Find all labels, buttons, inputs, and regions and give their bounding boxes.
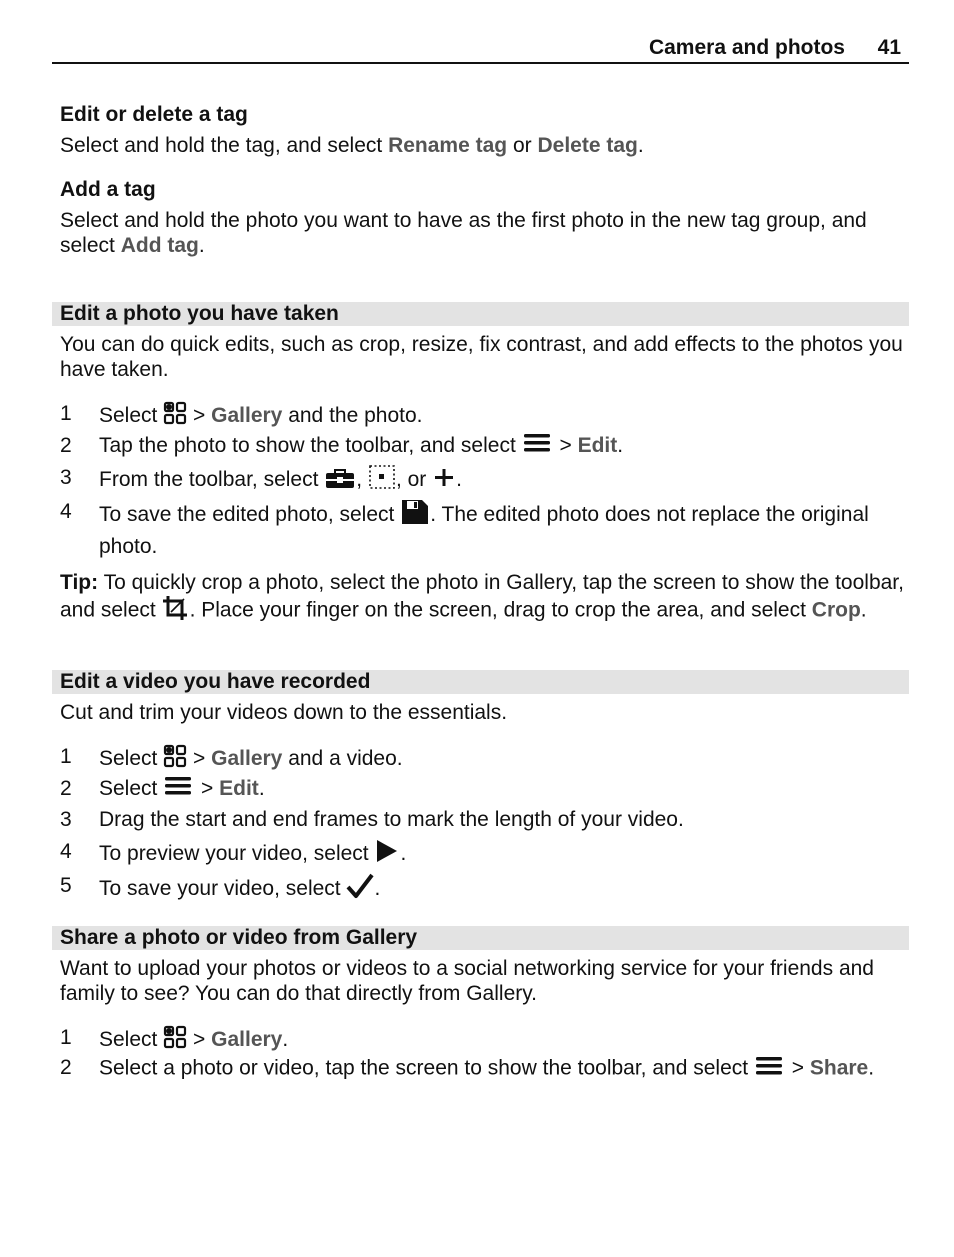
apps-grid-icon (163, 743, 187, 776)
heading-add-tag: Add a tag (60, 178, 156, 201)
paragraph-add-tag: Select and hold the photo you want to have as the first photo in the new tag group, and select Add tag. (60, 209, 867, 257)
save-icon (400, 498, 430, 533)
page-header (52, 34, 909, 64)
intro-share: Want to upload your photos or videos to a social networking service for your friends and family to see? You can do that directly from Gallery. (60, 957, 874, 1005)
paragraph-edit-delete-tag: Select and hold the tag, and select Rename tag or Delete tag. (60, 134, 644, 157)
crop-label: Crop (811, 598, 861, 622)
intro-edit-photo: You can do quick edits, such as crop, resize, fix contrast, and add effects to the photos you have taken. (60, 333, 903, 381)
add-tag-label: Add tag (120, 234, 199, 257)
delete-tag-label: Delete tag (537, 134, 638, 157)
edit-label: Edit (219, 777, 259, 801)
header-title: Camera and photos (648, 36, 845, 59)
toolbox-icon (324, 464, 356, 497)
apps-grid-icon (163, 1024, 187, 1057)
apps-grid-icon (163, 400, 187, 433)
menu-icon (163, 775, 195, 804)
crop-icon (162, 595, 190, 627)
menu-icon (522, 432, 554, 461)
tip-label: Tip: (60, 571, 99, 594)
menu-icon (754, 1055, 786, 1083)
gallery-label: Gallery (211, 1028, 283, 1052)
edit-label: Edit (577, 434, 618, 458)
heading-edit-delete-tag: Edit or delete a tag (60, 103, 248, 126)
section-heading-edit-video: Edit a video you have recorded (52, 670, 909, 694)
share-label: Share (809, 1056, 869, 1080)
section-heading-edit-photo: Edit a photo you have taken (52, 302, 909, 326)
resize-icon (368, 464, 396, 497)
plus-icon (432, 466, 456, 495)
rename-tag-label: Rename tag (388, 134, 508, 157)
tip-paragraph: Tip: To quickly crop a photo, select the photo in Gallery, tap the screen to show the toolbar, and select . Place your finger on the screen, drag to crop the area, and select Crop. (60, 570, 908, 627)
checkmark-icon (346, 872, 374, 907)
gallery-label: Gallery (211, 404, 283, 428)
section-heading-share: Share a photo or video from Gallery (52, 926, 909, 950)
intro-edit-video: Cut and trim your videos down to the essentials. (60, 701, 508, 724)
gallery-label: Gallery (211, 747, 283, 771)
page-number: 41 (877, 36, 901, 59)
play-icon (374, 838, 400, 871)
